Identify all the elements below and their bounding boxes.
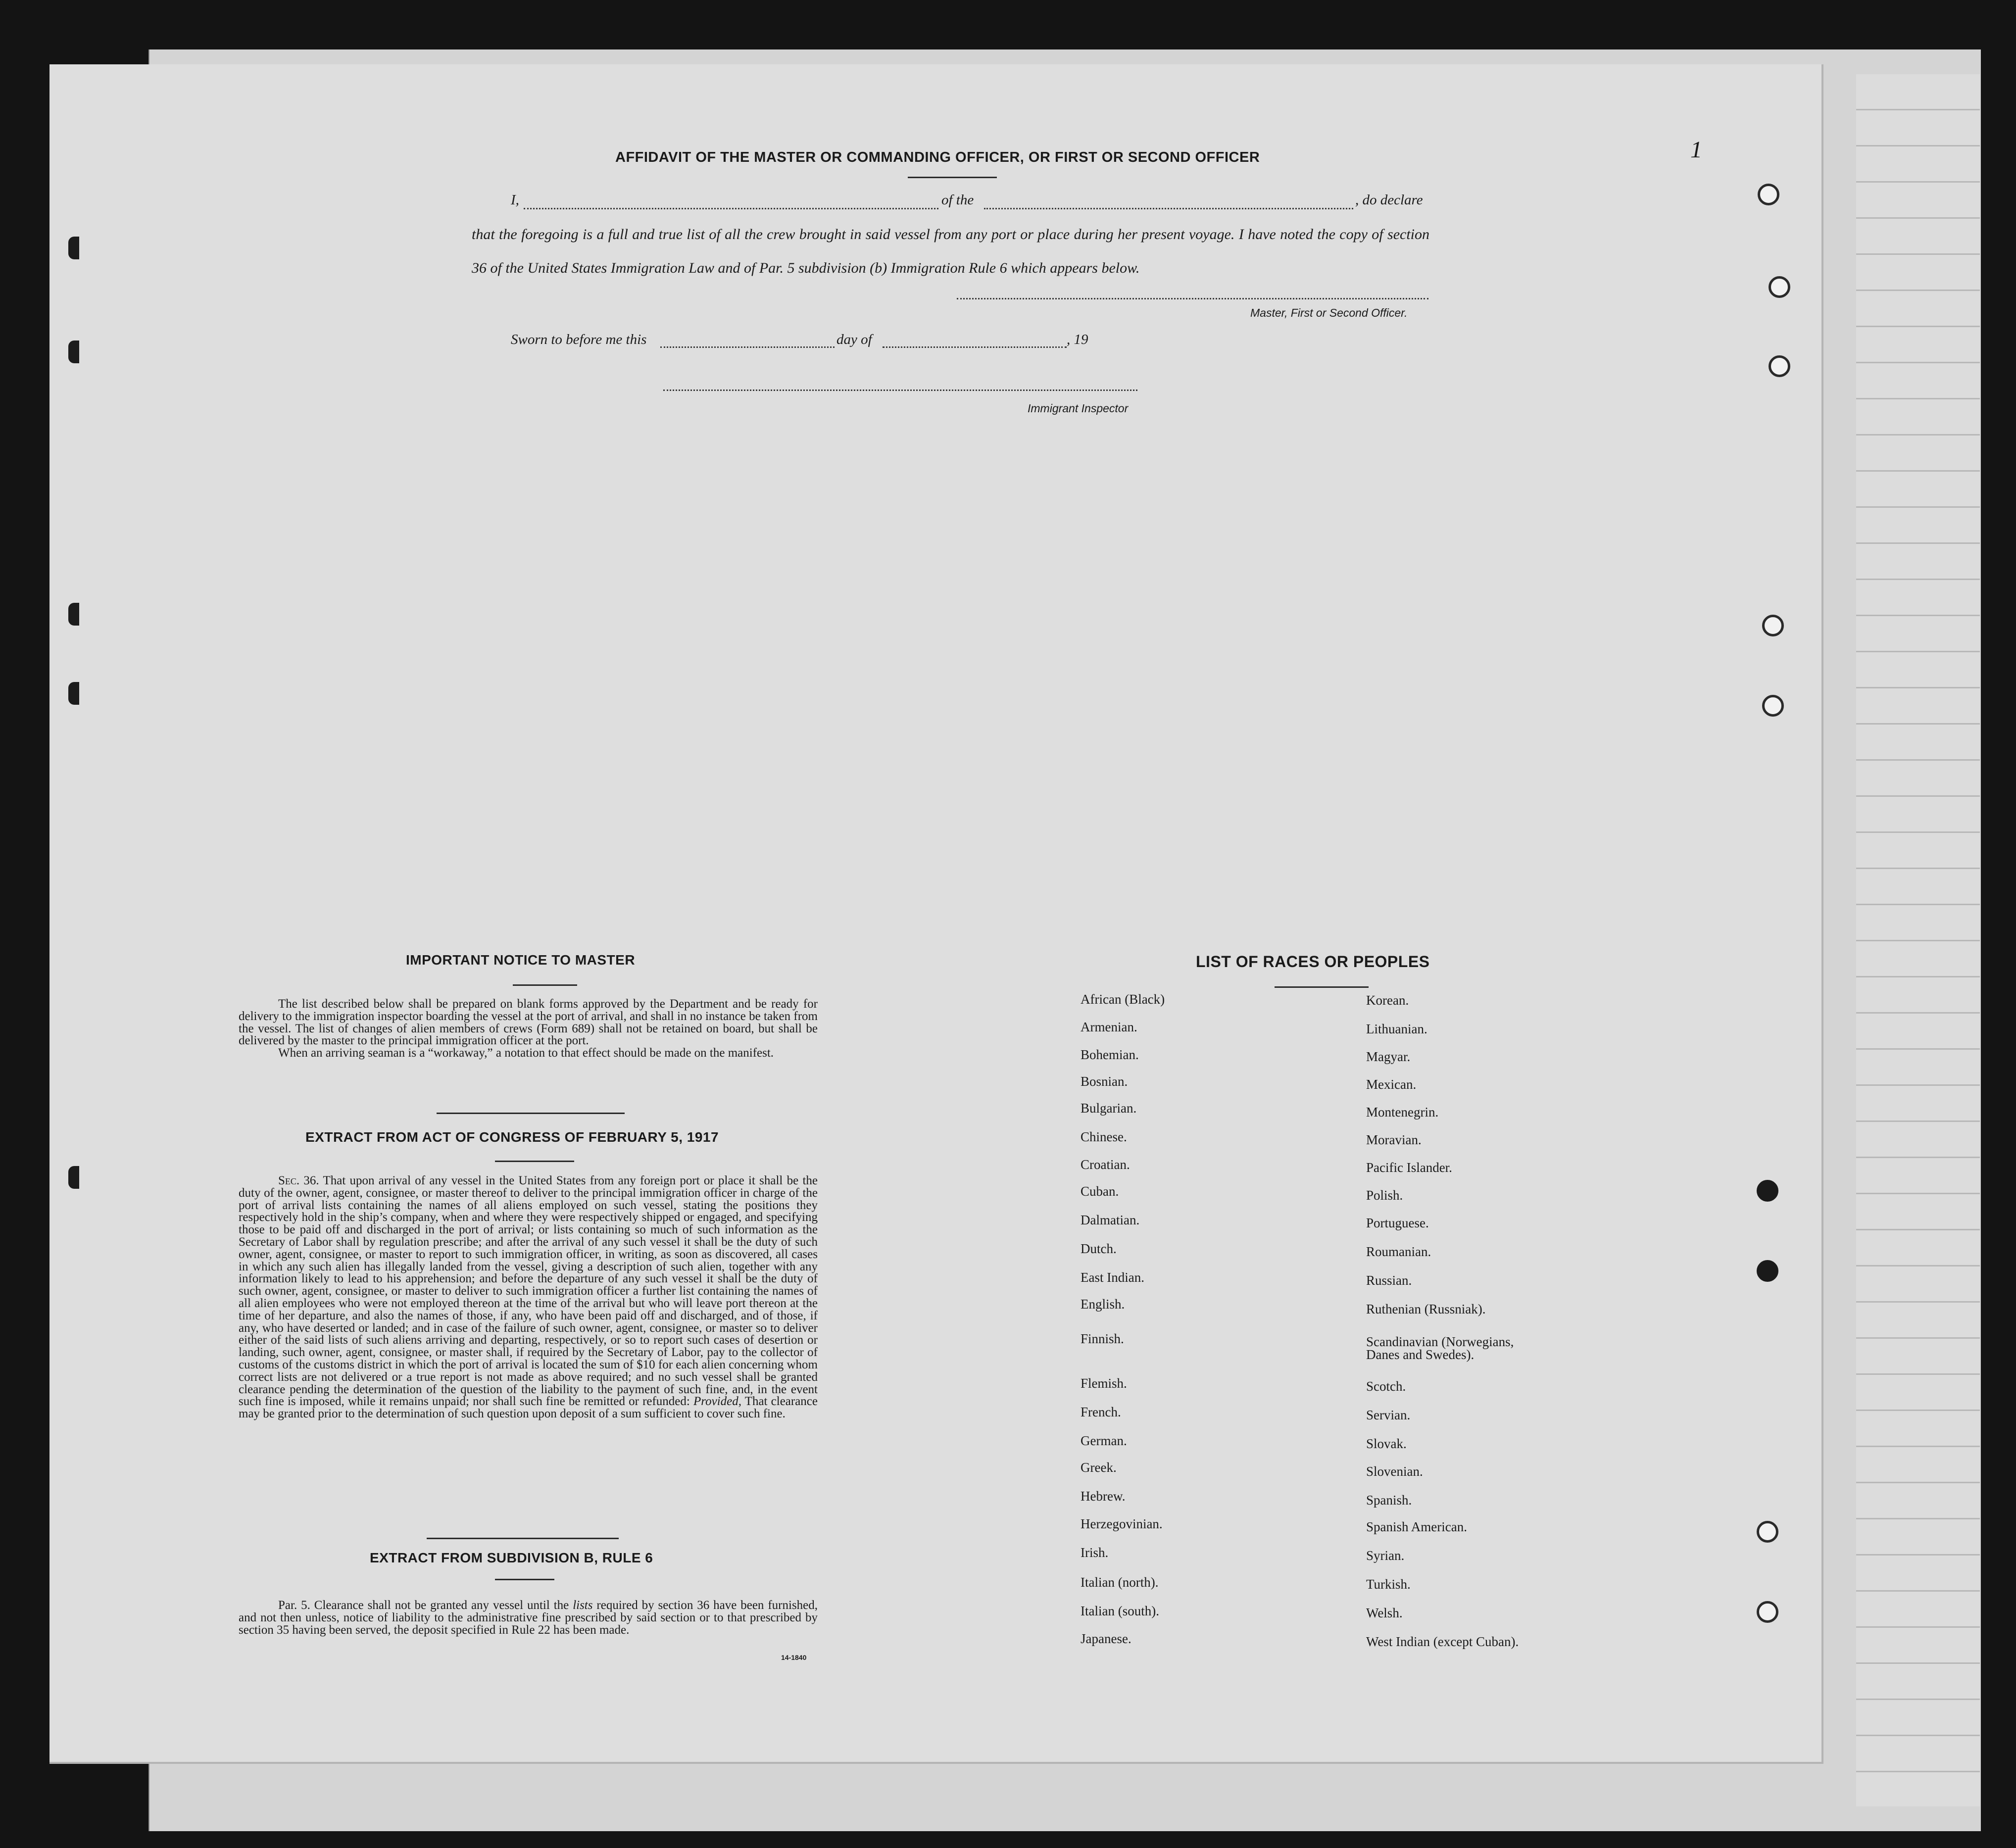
race-item: Dalmatian.	[1081, 1213, 1140, 1227]
vessel-blank	[984, 208, 1353, 209]
binder-hole-icon	[1762, 695, 1784, 717]
race-item: Chinese.	[1081, 1129, 1127, 1144]
sheet-number: 1	[1690, 137, 1702, 163]
race-item: Montenegrin.	[1366, 1105, 1439, 1119]
race-item: Portuguese.	[1366, 1216, 1429, 1230]
race-item: Bosnian.	[1081, 1074, 1128, 1089]
race-item: Polish.	[1366, 1188, 1403, 1203]
rule-paragraph	[239, 1600, 818, 1636]
race-item: Flemish.	[1081, 1376, 1127, 1391]
binder-hole-icon	[1757, 1180, 1778, 1202]
race-item: Mexican.	[1366, 1077, 1417, 1092]
race-item: Bulgarian.	[1081, 1101, 1137, 1116]
race-item: Finnish.	[1081, 1331, 1124, 1346]
race-item: Herzegovinian.	[1081, 1516, 1163, 1531]
race-item: Russian.	[1366, 1273, 1412, 1288]
binder-hole-icon	[1769, 276, 1790, 298]
inspector-caption: Immigrant Inspector	[1028, 402, 1129, 415]
race-item: Pacific Islander.	[1366, 1160, 1452, 1175]
race-item: Irish.	[1081, 1545, 1109, 1560]
affidavit-declare: , do declare	[1355, 192, 1423, 208]
race-item: Scandinavian (Norwegians, Danes and Swedes).	[1366, 1334, 1514, 1362]
rule-underline	[495, 1579, 554, 1580]
affidavit-text: that the foregoing is a full and true list of all the crew brought in said vessel from any port or place during her present voyage. I have noted the copy of section 36 of the United States Immigration Law and of Par. 5 subdivision (b) Immigration Rule 6 which appears below.	[472, 226, 1429, 276]
race-item: Moravian.	[1366, 1132, 1422, 1147]
act-text-after: That clearance may be granted prior to the determination of such question upon deposit of a sum sufficient to cover such fine.	[239, 1395, 818, 1421]
binder-hole-icon	[1757, 1601, 1778, 1623]
sworn-day-blank	[660, 346, 835, 348]
section-divider	[437, 1113, 625, 1114]
act-body	[239, 1175, 818, 1420]
race-item: English.	[1081, 1297, 1125, 1312]
act-underline	[495, 1161, 574, 1162]
manifest-page	[49, 64, 1823, 1764]
race-item: Servian.	[1366, 1408, 1411, 1422]
races-title: LIST OF RACES OR PEOPLES	[1196, 953, 1430, 971]
race-item: Croatian.	[1081, 1157, 1130, 1172]
binder-clip-icon	[68, 340, 79, 363]
race-item: Slovak.	[1366, 1436, 1407, 1451]
race-item: African (Black)	[1081, 992, 1165, 1007]
binder-clip-icon	[68, 237, 79, 259]
binder-hole-icon	[1757, 1260, 1778, 1282]
race-item: Lithuanian.	[1366, 1021, 1427, 1036]
act-text: That upon arrival of any vessel in the United States from any foreign port or place it shall be the duty of the owner, agent, consignee, or master thereof to deliver to the principal immigration officer in charge of the port of arrival lists containing the names of all aliens employed on such vessel, stating the positions they respectively hold in the ship’s company, when and where they were respectively shipped or engaged, and specifying those to be paid off and discharged in the port of arrival; or lists containing so much of such information as the Secretary of Labor shall by regulation prescribe; and after the arrival of any such vessel it shall be the duty of such owner, agent, consignee, or master to report to such immigration officer, in writing, as soon as discovered, all cases in which any such alien has illegally landed from the vessel, giving a description of such alien, together with any information likely to lead to his apprehension; and before the departure of any such vessel it shall be the duty of such owner, agent, consignee, or master to deliver to such immigration officer a further list containing the names of all alien employees who were not employed thereon at the time of the arrival but who will leave port thereon at the time of her departure, and also the names of those, if any, who have been paid off and discharged, and of those, if any, who have deserted or landed; and in case of the failure of such owner, agent, consignee, or master so to deliver either of the said lists of such aliens arriving and departing, respectively, or so to report such cases of desertion or landing, such owner, agent, consignee, or master shall, if required by the Secretary of Labor, pay to the collector of customs of the customs district in which the port of arrival is located the sum of $10 for each alien concerning whom correct lists are not delivered or a true report is not made as above required; and no such vessel shall be granted clearance pending the determination of the question of the liability to the payment of such fine, and, in the event such fine is imposed, while it remains unpaid; nor shall such fine be remitted or refunded:	[239, 1174, 818, 1409]
section-divider	[427, 1538, 619, 1539]
race-item: French.	[1081, 1405, 1121, 1419]
binder-clip-icon	[68, 682, 79, 705]
race-item: Spanish.	[1366, 1493, 1412, 1508]
race-item: Korean.	[1366, 993, 1409, 1008]
race-item: Slovenian.	[1366, 1464, 1423, 1479]
sworn-day-of: day of	[836, 332, 872, 347]
affidavit-body	[472, 218, 1429, 285]
signature-line	[957, 298, 1428, 299]
rule-body	[239, 1600, 818, 1636]
race-item: Welsh.	[1366, 1605, 1403, 1620]
race-item: Dutch.	[1081, 1241, 1117, 1256]
binder-hole-icon	[1769, 355, 1790, 377]
form-number: 14-1840	[781, 1653, 807, 1661]
sworn-month-blank	[883, 346, 1067, 348]
act-paragraph	[239, 1175, 818, 1420]
affidavit-i: I,	[511, 192, 519, 208]
affidavit-title: AFFIDAVIT OF THE MASTER OR COMMANDING OFFICER, OR FIRST OR SECOND OFFICER	[615, 149, 1260, 165]
inspector-signature-line	[663, 389, 1137, 391]
races-underline	[1275, 986, 1369, 988]
sworn-prefix: Sworn to before me this	[511, 332, 647, 347]
binder-hole-icon	[1757, 1521, 1778, 1543]
lists-word: lists	[573, 1599, 593, 1612]
binder-clip-icon	[68, 603, 79, 626]
name-blank	[524, 208, 938, 209]
sworn-year: , 19	[1067, 332, 1088, 347]
race-item: Japanese.	[1081, 1631, 1131, 1646]
race-item: Ruthenian (Russniak).	[1366, 1302, 1486, 1316]
provided-word: Provided,	[693, 1395, 741, 1409]
race-item: Armenian.	[1081, 1020, 1137, 1034]
race-item: Magyar.	[1366, 1049, 1411, 1064]
rule-text: Par. 5. Clearance shall not be granted any vessel until the	[278, 1599, 569, 1612]
race-item: West Indian (except Cuban).	[1366, 1634, 1519, 1649]
race-item: Greek.	[1081, 1460, 1117, 1475]
race-item: Syrian.	[1366, 1548, 1405, 1563]
race-item: Bohemian.	[1081, 1047, 1139, 1062]
race-item: Roumanian.	[1366, 1244, 1431, 1259]
signature-caption: Master, First or Second Officer.	[1250, 306, 1408, 319]
ledger-pages-edge	[1856, 74, 1980, 1806]
race-item: East Indian.	[1081, 1270, 1144, 1285]
notice-title: IMPORTANT NOTICE TO MASTER	[406, 952, 636, 968]
race-item: Scotch.	[1366, 1379, 1406, 1394]
binder-clip-icon	[68, 1166, 79, 1189]
race-item: Italian (south).	[1081, 1604, 1159, 1618]
notice-paragraph: The list described below shall be prepared on blank forms approved by the Department and be ready for delivery to the immigration inspector boarding the vessel at the port of arrival, and shall in no instance be taken from the vessel. The list of changes of alien members of crews (Form 689) shall not be retained on board, but shall be delivered by the master to the principal immigration officer at the port.	[239, 997, 818, 1048]
race-item: Turkish.	[1366, 1577, 1411, 1592]
race-item: German.	[1081, 1433, 1127, 1448]
binder-hole-icon	[1762, 615, 1784, 636]
race-item: Cuban.	[1081, 1184, 1119, 1199]
notice-paragraph: When an arriving seaman is a “workaway,” a notation to that effect should be made on the manifest.	[278, 1046, 774, 1060]
rule-text-after: required by section 36 have been furnished, and not then unless, notice of liability to the administrative fine prescribed by said section or to that prescribed by section 35 having been served, the deposit specified in Rule 22 has been made.	[239, 1599, 818, 1637]
notice-underline	[513, 984, 577, 986]
act-title: EXTRACT FROM ACT OF CONGRESS OF FEBRUARY 5, 1917	[305, 1129, 719, 1145]
race-item: Spanish American.	[1366, 1519, 1467, 1534]
race-item: Italian (north).	[1081, 1575, 1159, 1590]
binder-hole-icon	[1758, 184, 1779, 205]
race-item: Hebrew.	[1081, 1489, 1126, 1504]
affidavit-of-the: of the	[941, 192, 974, 208]
notice-body	[239, 998, 818, 1060]
rule-title: EXTRACT FROM SUBDIVISION B, RULE 6	[370, 1550, 653, 1565]
sec-label: Sec. 36.	[278, 1174, 319, 1187]
title-underline	[908, 177, 997, 178]
